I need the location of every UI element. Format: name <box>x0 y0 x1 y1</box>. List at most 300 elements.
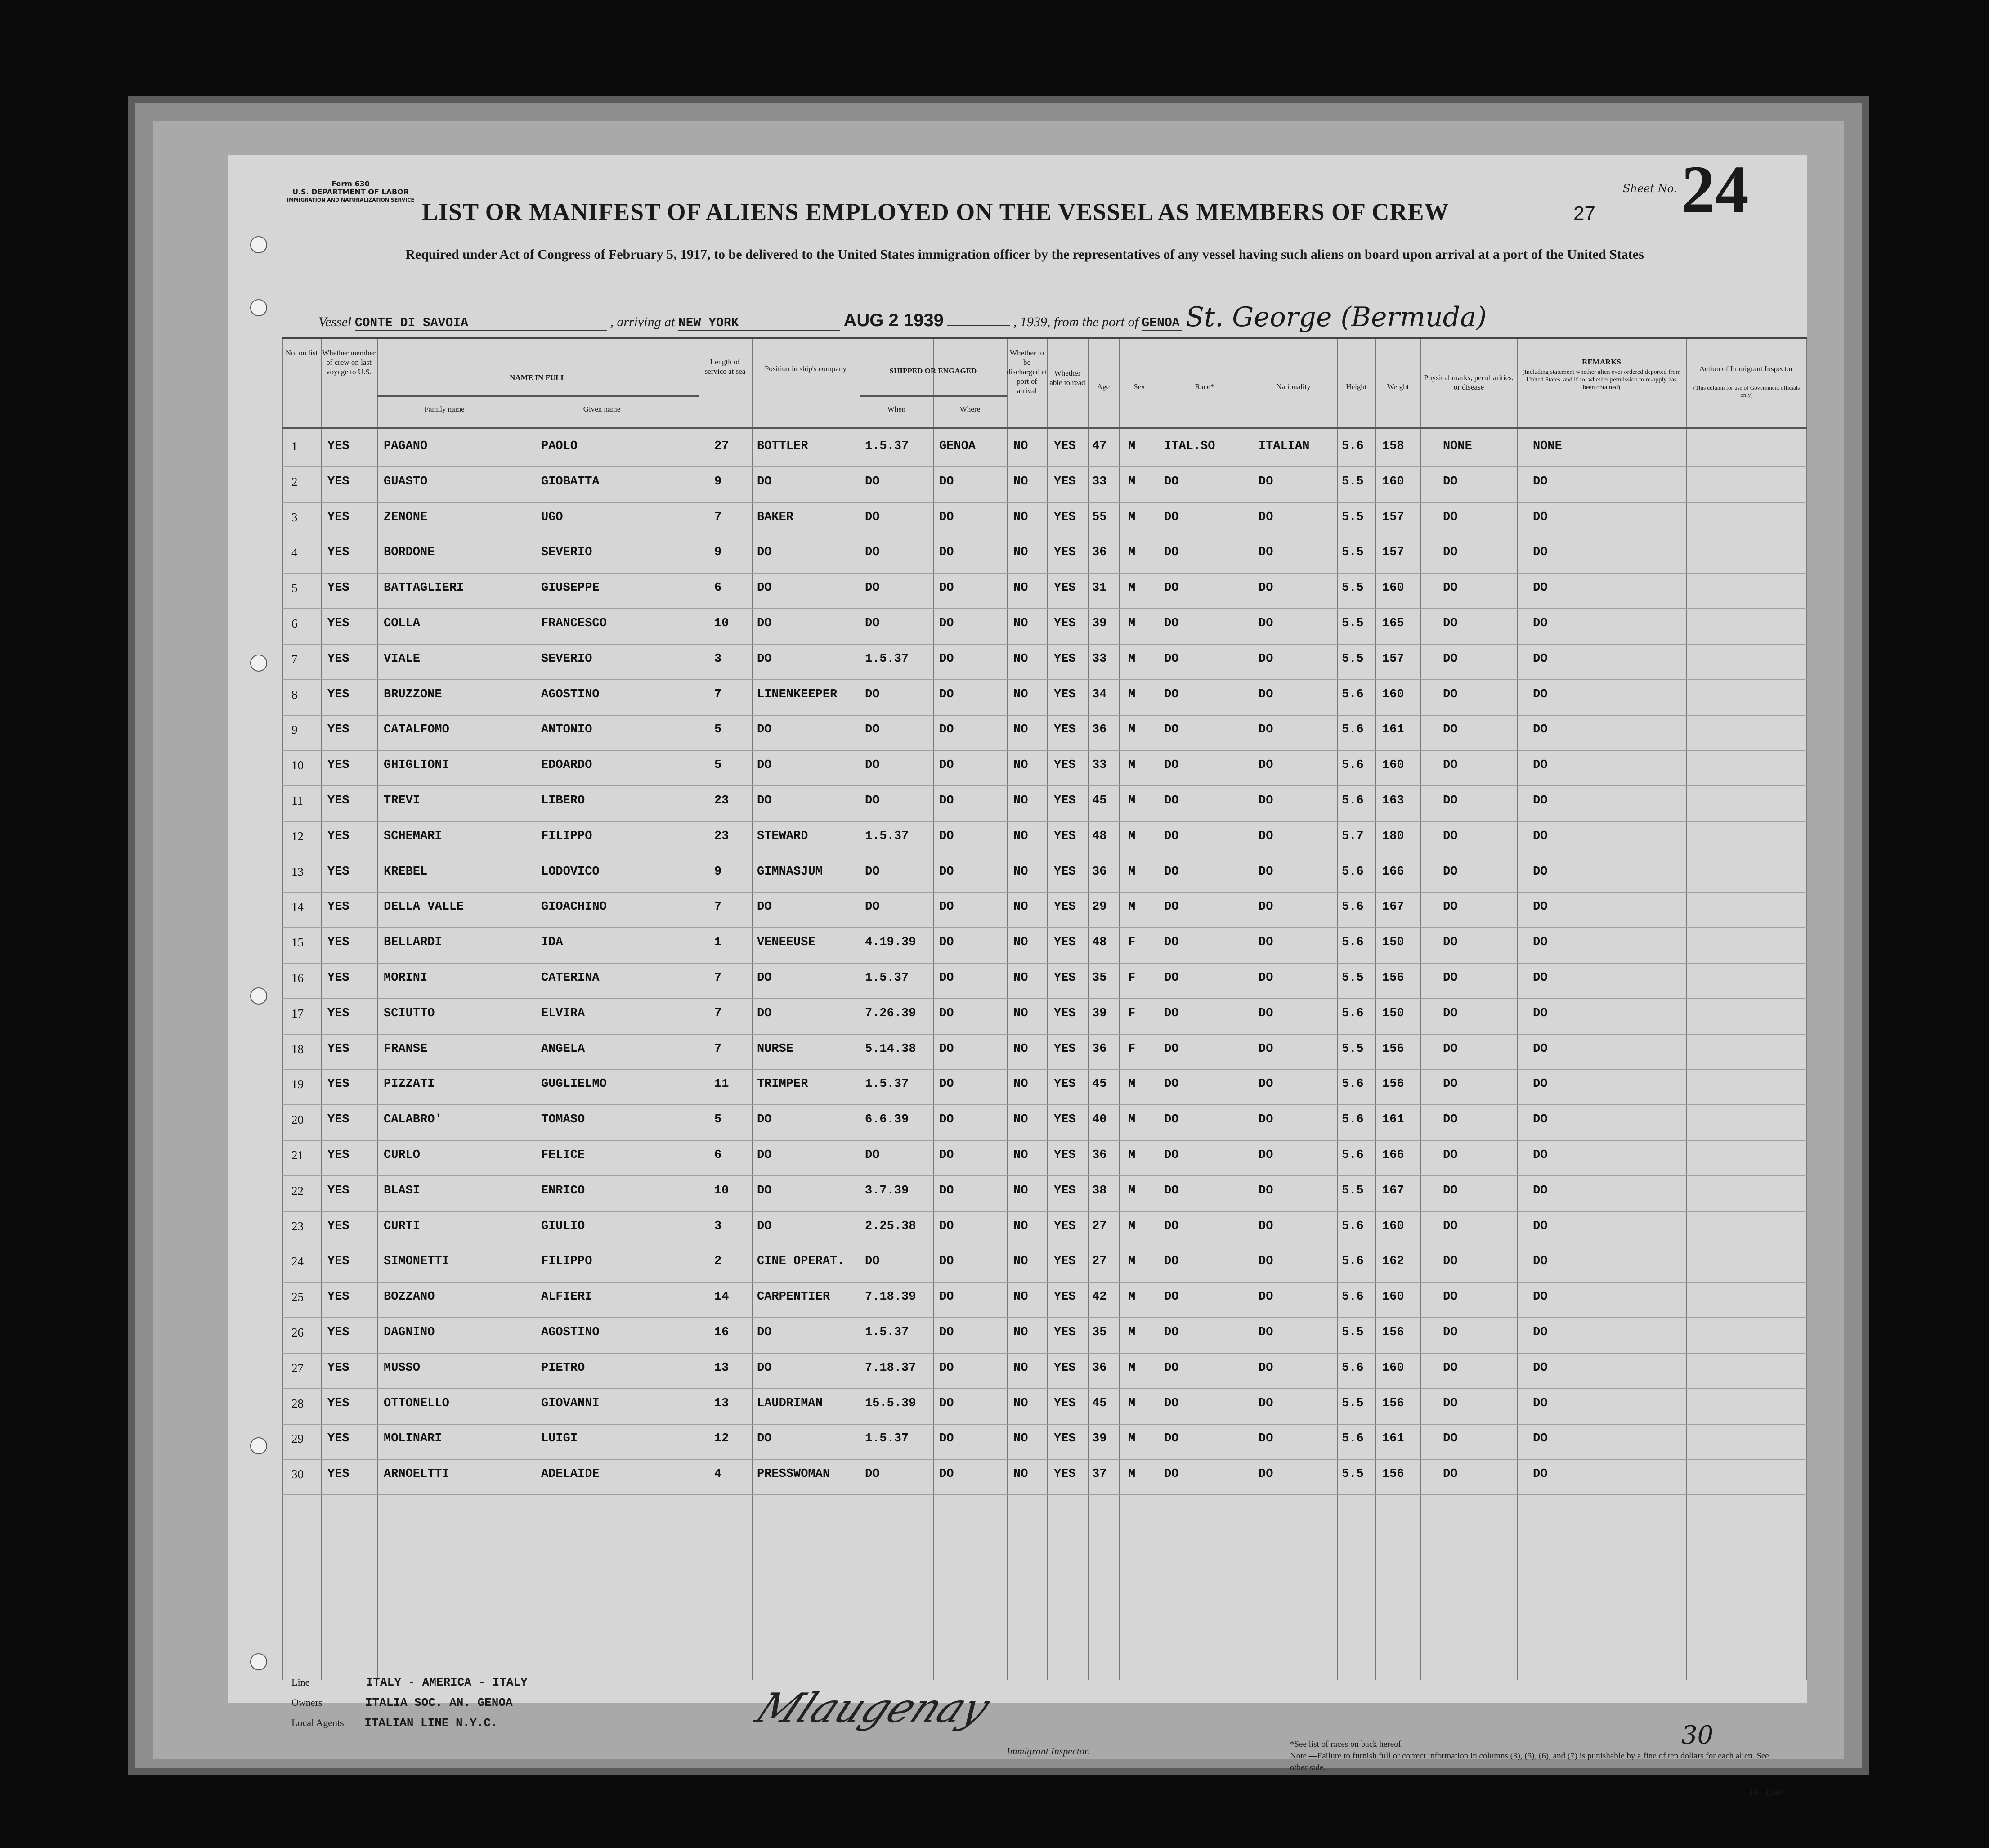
cell-age: 45 <box>1092 1396 1107 1410</box>
cell-height: 5.7 <box>1342 829 1364 843</box>
cell-when: 7.26.39 <box>865 1006 916 1020</box>
cell-position: DO <box>757 1361 772 1375</box>
cell-discharged: NO <box>1013 510 1028 524</box>
cell-family: CATALFOMO <box>384 723 449 737</box>
cell-discharged: NO <box>1013 1006 1028 1020</box>
cell-discharged: NO <box>1013 900 1028 914</box>
cell-family: BORDONE <box>384 546 435 560</box>
cell-discharged: NO <box>1013 475 1028 489</box>
footer-notes <box>1290 1739 1776 1774</box>
cell-race: DO <box>1164 1184 1179 1198</box>
table-row <box>282 1282 1807 1318</box>
cell-no: 24 <box>291 1255 304 1269</box>
cell-marks: DO <box>1443 1006 1458 1020</box>
cell-given: FELICE <box>541 1148 585 1162</box>
cell-age: 33 <box>1092 652 1107 666</box>
cell-height: 5.6 <box>1342 723 1364 737</box>
cell-service: 7 <box>714 1042 722 1056</box>
cell-discharged: NO <box>1013 829 1028 843</box>
cell-family: BLASI <box>384 1184 421 1198</box>
cell-nationality: DO <box>1259 687 1273 701</box>
cell-where: DO <box>939 936 954 950</box>
cell-given: UGO <box>541 510 563 524</box>
cell-remarks: DO <box>1533 1077 1548 1091</box>
cell-no: 22 <box>291 1184 304 1198</box>
cell-discharged: NO <box>1013 865 1028 879</box>
cell-when: 1.5.37 <box>865 971 909 985</box>
cell-family: PIZZATI <box>384 1077 435 1091</box>
cell-remarks: DO <box>1533 1432 1548 1446</box>
cell-position: TRIMPER <box>757 1077 808 1091</box>
cell-last: YES <box>327 1255 349 1269</box>
cell-nationality: DO <box>1259 723 1273 737</box>
cell-race: DO <box>1164 865 1179 879</box>
cell-given: SEVERIO <box>541 652 592 666</box>
cell-when: 1.5.37 <box>865 652 909 666</box>
cell-when: 1.5.37 <box>865 1077 909 1091</box>
cell-height: 5.5 <box>1342 1042 1364 1056</box>
penalty-note: Note.—Failure to furnish full or correct information in columns (3), (5), (6), and (7) is punishable by a fine of ten dollars for each alien. See other side. <box>1290 1751 1769 1772</box>
cell-race: DO <box>1164 794 1179 807</box>
cell-family: SCHEMARI <box>384 829 442 843</box>
table-row <box>282 715 1807 751</box>
cell-sex: M <box>1128 581 1136 595</box>
table-row <box>282 609 1807 645</box>
form-number: Form 630 <box>332 179 370 188</box>
cell-no: 16 <box>291 971 304 985</box>
cell-height: 5.6 <box>1342 758 1364 772</box>
cell-last: YES <box>327 758 349 772</box>
cell-where: DO <box>939 794 954 807</box>
cell-remarks: DO <box>1533 936 1548 950</box>
cell-no: 27 <box>291 1361 304 1375</box>
cell-remarks: DO <box>1533 1396 1548 1410</box>
cell-weight: 156 <box>1382 1077 1404 1091</box>
cell-when: 7.18.39 <box>865 1290 916 1304</box>
form-header <box>287 180 414 204</box>
cell-where: DO <box>939 1077 954 1091</box>
cell-sex: M <box>1128 1184 1136 1198</box>
cell-last: YES <box>327 1361 349 1375</box>
cell-no: 23 <box>291 1219 304 1233</box>
cell-when: DO <box>865 475 880 489</box>
cell-position: DO <box>757 794 772 807</box>
cell-height: 5.5 <box>1342 971 1364 985</box>
cell-nationality: DO <box>1259 971 1273 985</box>
cell-service: 3 <box>714 1219 722 1233</box>
cell-read: YES <box>1054 829 1076 843</box>
cell-sex: M <box>1128 1467 1136 1481</box>
cell-where: GENOA <box>939 440 976 453</box>
cell-read: YES <box>1054 581 1076 595</box>
cell-discharged: NO <box>1013 546 1028 560</box>
cell-sex: F <box>1128 1042 1136 1056</box>
cell-marks: DO <box>1443 723 1458 737</box>
cell-read: YES <box>1054 1467 1076 1481</box>
cell-where: DO <box>939 1006 954 1020</box>
cell-read: YES <box>1054 1290 1076 1304</box>
cell-service: 6 <box>714 581 722 595</box>
cell-remarks: DO <box>1533 829 1548 843</box>
cell-weight: 165 <box>1382 617 1404 630</box>
cell-no: 6 <box>291 617 298 630</box>
cell-age: 36 <box>1092 1361 1107 1375</box>
cell-marks: DO <box>1443 1396 1458 1410</box>
cell-last: YES <box>327 1396 349 1410</box>
cell-age: 34 <box>1092 687 1107 701</box>
cell-nationality: DO <box>1259 1184 1273 1198</box>
cell-when: DO <box>865 900 880 914</box>
cell-nationality: DO <box>1259 1361 1273 1375</box>
cell-no: 13 <box>291 865 304 879</box>
cell-race: ITAL.SO <box>1164 440 1215 453</box>
cell-position: DO <box>757 475 772 489</box>
cell-weight: 158 <box>1382 440 1404 453</box>
cell-age: 48 <box>1092 936 1107 950</box>
cell-where: DO <box>939 687 954 701</box>
cell-service: 10 <box>714 1184 729 1198</box>
cell-where: DO <box>939 617 954 630</box>
cell-when: 1.5.37 <box>865 440 909 453</box>
cell-sex: M <box>1128 1219 1136 1233</box>
cell-position: DO <box>757 546 772 560</box>
cell-when: DO <box>865 1467 880 1481</box>
cell-age: 36 <box>1092 865 1107 879</box>
cell-read: YES <box>1054 475 1076 489</box>
date-stamp: AUG 2 1939 <box>843 310 944 330</box>
header-where: Where <box>959 405 981 413</box>
cell-height: 5.5 <box>1342 617 1364 630</box>
cell-marks: NONE <box>1443 440 1472 453</box>
cell-discharged: NO <box>1013 1255 1028 1269</box>
cell-family: CURLO <box>384 1148 421 1162</box>
cell-height: 5.6 <box>1342 1006 1364 1020</box>
cell-sex: F <box>1128 971 1136 985</box>
table-row <box>282 1459 1807 1495</box>
cell-height: 5.5 <box>1342 652 1364 666</box>
table-row <box>282 750 1807 786</box>
cell-marks: DO <box>1443 794 1458 807</box>
cell-no: 18 <box>291 1042 304 1056</box>
cell-where: DO <box>939 829 954 843</box>
cell-age: 36 <box>1092 723 1107 737</box>
table-row <box>282 1318 1807 1354</box>
cell-where: DO <box>939 900 954 914</box>
cell-discharged: NO <box>1013 723 1028 737</box>
cell-remarks: DO <box>1533 723 1548 737</box>
cell-weight: 167 <box>1382 900 1404 914</box>
line-label: Line <box>291 1677 310 1688</box>
cell-no: 26 <box>291 1326 304 1339</box>
cell-remarks: DO <box>1533 687 1548 701</box>
cell-position: VENEEUSE <box>757 936 815 950</box>
cell-sex: M <box>1128 794 1136 807</box>
cell-height: 5.6 <box>1342 936 1364 950</box>
cell-height: 5.6 <box>1342 1290 1364 1304</box>
cell-remarks: DO <box>1533 1042 1548 1056</box>
sheet-label: Sheet No. <box>1623 182 1677 195</box>
header-sex: Sex <box>1133 382 1145 391</box>
header-age: Age <box>1097 382 1110 391</box>
cell-read: YES <box>1054 1042 1076 1056</box>
cell-marks: DO <box>1443 1361 1458 1375</box>
cell-family: OTTONELLO <box>384 1396 449 1410</box>
cell-remarks: DO <box>1533 1006 1548 1020</box>
cell-given: PIETRO <box>541 1361 585 1375</box>
header-position: Position in ship's company <box>764 364 847 373</box>
table-row <box>282 431 1807 467</box>
cell-weight: 156 <box>1382 1042 1404 1056</box>
cell-last: YES <box>327 936 349 950</box>
cell-family: MOLINARI <box>384 1432 442 1446</box>
cell-position: DO <box>757 723 772 737</box>
cell-age: 35 <box>1092 1326 1107 1339</box>
cell-read: YES <box>1054 758 1076 772</box>
cell-age: 35 <box>1092 971 1107 985</box>
cell-last: YES <box>327 475 349 489</box>
cell-discharged: NO <box>1013 971 1028 985</box>
cell-nationality: DO <box>1259 1467 1273 1481</box>
cell-race: DO <box>1164 617 1179 630</box>
cell-position: LAUDRIMAN <box>757 1396 823 1410</box>
cell-no: 30 <box>291 1467 304 1481</box>
cell-race: DO <box>1164 1077 1179 1091</box>
cell-read: YES <box>1054 1148 1076 1162</box>
cell-race: DO <box>1164 1396 1179 1410</box>
cell-family: TREVI <box>384 794 421 807</box>
cell-family: BATTAGLIERI <box>384 581 464 595</box>
cell-position: DO <box>757 1113 772 1127</box>
cell-nationality: DO <box>1259 900 1273 914</box>
cell-race: DO <box>1164 1432 1179 1446</box>
cell-when: 7.18.37 <box>865 1361 916 1375</box>
punch-hole <box>250 1653 267 1670</box>
cell-height: 5.6 <box>1342 1113 1364 1127</box>
cell-marks: DO <box>1443 829 1458 843</box>
cell-race: DO <box>1164 1113 1179 1127</box>
cell-discharged: NO <box>1013 1184 1028 1198</box>
cell-position: DO <box>757 758 772 772</box>
cell-sex: M <box>1128 723 1136 737</box>
cell-given: GIUSEPPE <box>541 581 600 595</box>
cell-weight: 160 <box>1382 687 1404 701</box>
cell-service: 23 <box>714 794 729 807</box>
cell-when: DO <box>865 794 880 807</box>
cell-remarks: DO <box>1533 1184 1548 1198</box>
cell-read: YES <box>1054 510 1076 524</box>
cell-nationality: DO <box>1259 510 1273 524</box>
header-marks: Physical marks, peculiarities, or disease <box>1424 373 1514 391</box>
cell-height: 5.5 <box>1342 581 1364 595</box>
cell-discharged: NO <box>1013 1290 1028 1304</box>
cell-when: 3.7.39 <box>865 1184 909 1198</box>
cell-remarks: DO <box>1533 1219 1548 1233</box>
cell-when: DO <box>865 1255 880 1269</box>
cell-no: 11 <box>291 794 303 807</box>
cell-given: AGOSTINO <box>541 687 600 701</box>
cell-where: DO <box>939 865 954 879</box>
cell-marks: DO <box>1443 758 1458 772</box>
cell-given: FILIPPO <box>541 1255 592 1269</box>
cell-no: 28 <box>291 1396 304 1410</box>
year-label: , 1939, from the port of <box>1013 314 1138 329</box>
header-weight: Weight <box>1387 382 1409 391</box>
cell-weight: 156 <box>1382 1326 1404 1339</box>
cell-marks: DO <box>1443 900 1458 914</box>
cell-weight: 157 <box>1382 652 1404 666</box>
cell-marks: DO <box>1443 687 1458 701</box>
header-when: When <box>887 405 906 413</box>
crew-table <box>282 337 1807 1680</box>
cell-marks: DO <box>1443 1184 1458 1198</box>
cell-age: 33 <box>1092 758 1107 772</box>
cell-position: DO <box>757 900 772 914</box>
cell-no: 8 <box>291 687 298 701</box>
cell-position: LINENKEEPER <box>757 687 838 701</box>
cell-given: GIOBATTA <box>541 475 600 489</box>
cell-no: 15 <box>291 936 304 950</box>
cell-age: 40 <box>1092 1113 1107 1127</box>
cell-weight: 150 <box>1382 1006 1404 1020</box>
cell-position: DO <box>757 1219 772 1233</box>
cell-sex: M <box>1128 1290 1136 1304</box>
cell-discharged: NO <box>1013 1042 1028 1056</box>
cell-marks: DO <box>1443 1042 1458 1056</box>
cell-service: 14 <box>714 1290 729 1304</box>
cell-service: 16 <box>714 1326 729 1339</box>
cell-given: TOMASO <box>541 1113 585 1127</box>
cell-where: DO <box>939 1255 954 1269</box>
cell-family: BOZZANO <box>384 1290 435 1304</box>
cell-given: CATERINA <box>541 971 600 985</box>
cell-service: 9 <box>714 546 722 560</box>
cell-remarks: DO <box>1533 1361 1548 1375</box>
cell-sex: M <box>1128 1361 1136 1375</box>
department: U.S. DEPARTMENT OF LABOR <box>292 188 409 196</box>
cell-weight: 162 <box>1382 1255 1404 1269</box>
cell-no: 5 <box>291 581 298 595</box>
cell-age: 27 <box>1092 1219 1107 1233</box>
cell-height: 5.5 <box>1342 546 1364 560</box>
table-row <box>282 786 1807 822</box>
cell-service: 7 <box>714 510 722 524</box>
cell-race: DO <box>1164 510 1179 524</box>
cell-race: DO <box>1164 1042 1179 1056</box>
cell-discharged: NO <box>1013 1077 1028 1091</box>
cell-discharged: NO <box>1013 1467 1028 1481</box>
cell-marks: DO <box>1443 1432 1458 1446</box>
cell-sex: M <box>1128 1077 1136 1091</box>
header-shipped: SHIPPED OR ENGAGED <box>889 367 977 375</box>
cell-family: CURTI <box>384 1219 421 1233</box>
cell-nationality: DO <box>1259 829 1273 843</box>
cell-when: 1.5.37 <box>865 1432 909 1446</box>
cell-age: 42 <box>1092 1290 1107 1304</box>
cell-race: DO <box>1164 900 1179 914</box>
table-row <box>282 1105 1807 1141</box>
cell-given: ANGELA <box>541 1042 585 1056</box>
header-no: No. on list <box>285 349 318 357</box>
cell-remarks: DO <box>1533 1290 1548 1304</box>
header-remarks-note: (Including statement whether alien ever ordered deported from United States, and if so, whether permission to re-apply has been obtained) <box>1522 369 1681 391</box>
cell-marks: DO <box>1443 1255 1458 1269</box>
cell-last: YES <box>327 617 349 630</box>
table-row <box>282 1211 1807 1247</box>
table-row <box>282 1034 1807 1070</box>
cell-no: 29 <box>291 1432 304 1446</box>
cell-race: DO <box>1164 475 1179 489</box>
cell-family: BELLARDI <box>384 936 442 950</box>
cell-race: DO <box>1164 1326 1179 1339</box>
cell-no: 4 <box>291 546 298 560</box>
cell-age: 36 <box>1092 1042 1107 1056</box>
cell-remarks: DO <box>1533 617 1548 630</box>
cell-service: 6 <box>714 1148 722 1162</box>
cell-height: 5.6 <box>1342 900 1364 914</box>
cell-family: MUSSO <box>384 1361 421 1375</box>
cell-last: YES <box>327 794 349 807</box>
cell-no: 25 <box>291 1290 304 1304</box>
cell-discharged: NO <box>1013 687 1028 701</box>
cell-when: 6.6.39 <box>865 1113 909 1127</box>
handwritten-port: St. George (Bermuda) <box>1185 301 1487 333</box>
cell-read: YES <box>1054 1219 1076 1233</box>
punch-hole <box>250 655 267 672</box>
header-family: Family name <box>424 405 465 413</box>
cell-sex: M <box>1128 617 1136 630</box>
cell-position: CARPENTIER <box>757 1290 830 1304</box>
table-row <box>282 1069 1807 1105</box>
cell-service: 3 <box>714 652 722 666</box>
document-title: LIST OR MANIFEST OF ALIENS EMPLOYED ON THE VESSEL AS MEMBERS OF CREW <box>422 198 1449 225</box>
cell-discharged: NO <box>1013 440 1028 453</box>
cell-nationality: DO <box>1259 1042 1273 1056</box>
cell-height: 5.5 <box>1342 1184 1364 1198</box>
cell-when: DO <box>865 546 880 560</box>
print-code: 14—1340 <box>1749 1788 1784 1797</box>
cell-remarks: DO <box>1533 652 1548 666</box>
punch-hole <box>250 1437 267 1454</box>
cell-height: 5.6 <box>1342 687 1364 701</box>
header-action: Action of Immigrant Inspector <box>1699 364 1793 373</box>
cell-last: YES <box>327 687 349 701</box>
cell-where: DO <box>939 510 954 524</box>
cell-read: YES <box>1054 1255 1076 1269</box>
table-row <box>282 1353 1807 1389</box>
cell-family: PAGANO <box>384 440 428 453</box>
cell-weight: 167 <box>1382 1184 1404 1198</box>
cell-last: YES <box>327 1006 349 1020</box>
cell-sex: F <box>1128 936 1136 950</box>
cell-service: 10 <box>714 617 729 630</box>
cell-service: 2 <box>714 1255 722 1269</box>
cell-age: 33 <box>1092 475 1107 489</box>
inspector-signature: Mlaugenay <box>748 1685 998 1732</box>
cell-nationality: ITALIAN <box>1259 440 1310 453</box>
cell-given: LUIGI <box>541 1432 578 1446</box>
cell-when: DO <box>865 617 880 630</box>
line-value: ITALY - AMERICA - ITALY <box>366 1676 528 1689</box>
cell-sex: M <box>1128 1432 1136 1446</box>
vessel-line <box>318 301 1487 333</box>
cell-weight: 161 <box>1382 723 1404 737</box>
cell-marks: DO <box>1443 652 1458 666</box>
cell-service: 4 <box>714 1467 722 1481</box>
cell-family: SIMONETTI <box>384 1255 449 1269</box>
cell-no: 3 <box>291 510 298 524</box>
cell-age: 39 <box>1092 1006 1107 1020</box>
cell-read: YES <box>1054 723 1076 737</box>
